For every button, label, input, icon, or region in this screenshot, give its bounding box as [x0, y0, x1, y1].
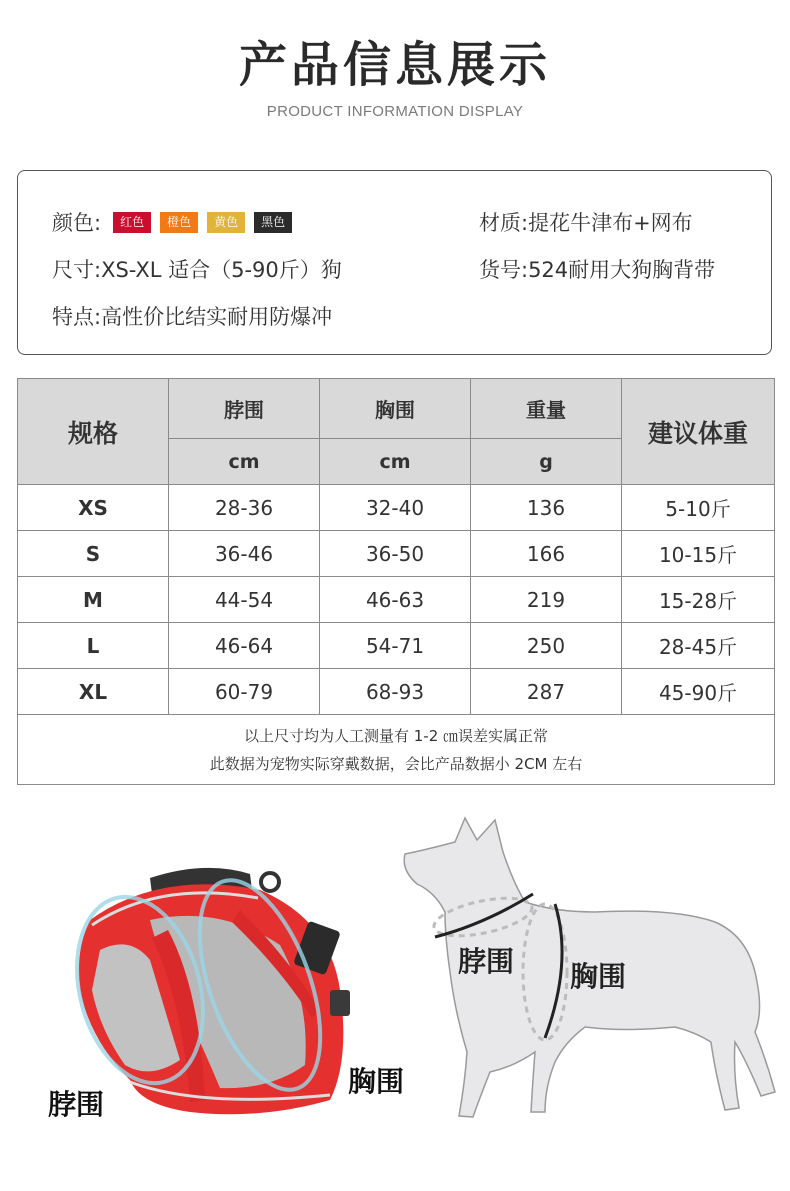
table-row [18, 623, 775, 669]
harness-chest-label: 胸围 [348, 1065, 405, 1098]
cell-body-weight: 28-45斤 [622, 623, 775, 669]
cell-neck: 46-64 [169, 623, 320, 669]
harness-neck-label: 脖围 [48, 1088, 105, 1121]
header-body-weight: 建议体重 [622, 379, 775, 485]
cell-neck: 44-54 [169, 577, 320, 623]
size-line: 尺寸:XS-XL 适合（5-90斤）狗 [52, 258, 342, 282]
page-subtitle: PRODUCT INFORMATION DISPLAY [266, 103, 524, 120]
feature-line: 特点:高性价比结实耐用防爆冲 [52, 305, 333, 329]
note-line-1: 以上尺寸均为人工测量有 1-2 ㎝误差实属正常 [243, 726, 549, 745]
size-spec-table [17, 378, 775, 785]
header-weight: 重量 [471, 379, 622, 439]
cell-size: L [18, 623, 169, 669]
color-swatch-black: 黑色 [254, 212, 292, 233]
cell-size: M [18, 577, 169, 623]
table-row [18, 669, 775, 715]
cell-body-weight: 5-10斤 [622, 485, 775, 531]
cell-size: S [18, 531, 169, 577]
cell-chest: 46-63 [320, 577, 471, 623]
table-row [18, 531, 775, 577]
color-swatch-yellow: 黄色 [207, 212, 245, 233]
dog-neck-label: 脖围 [458, 945, 515, 978]
header-spec: 规格 [18, 379, 169, 485]
cell-weight: 136 [471, 485, 622, 531]
cell-weight: 166 [471, 531, 622, 577]
color-swatch-red: 红色 [113, 212, 151, 233]
table-row [18, 485, 775, 531]
cell-neck: 28-36 [169, 485, 320, 531]
cell-size: XL [18, 669, 169, 715]
cell-neck: 36-46 [169, 531, 320, 577]
cell-chest: 68-93 [320, 669, 471, 715]
cell-neck: 60-79 [169, 669, 320, 715]
material-line: 材质:提花牛津布+网布 [479, 211, 693, 235]
cell-weight: 219 [471, 577, 622, 623]
table-note [18, 715, 775, 785]
cell-body-weight: 15-28斤 [622, 577, 775, 623]
color-swatch-orange: 橙色 [160, 212, 198, 233]
note-line-2: 此数据为宠物实际穿戴数据，会比产品数据小 2CM 左右 [209, 754, 583, 773]
header-chest: 胸围 [320, 379, 471, 439]
color-label: 颜色: [52, 211, 102, 235]
cell-chest: 54-71 [320, 623, 471, 669]
cell-weight: 287 [471, 669, 622, 715]
cell-body-weight: 10-15斤 [622, 531, 775, 577]
page-title: 产品信息展示 [238, 37, 551, 93]
header-neck: 脖围 [169, 379, 320, 439]
cell-size: XS [18, 485, 169, 531]
cell-weight: 250 [471, 623, 622, 669]
table-row [18, 577, 775, 623]
unit-chest: cm [320, 439, 471, 485]
cell-chest: 32-40 [320, 485, 471, 531]
product-info-box [17, 170, 772, 355]
dog-chest-label: 胸围 [570, 960, 627, 993]
item-number-line: 货号:524耐用大狗胸背带 [479, 258, 716, 282]
unit-neck: cm [169, 439, 320, 485]
unit-weight: g [471, 439, 622, 485]
cell-body-weight: 45-90斤 [622, 669, 775, 715]
cell-chest: 36-50 [320, 531, 471, 577]
color-row [52, 207, 301, 237]
